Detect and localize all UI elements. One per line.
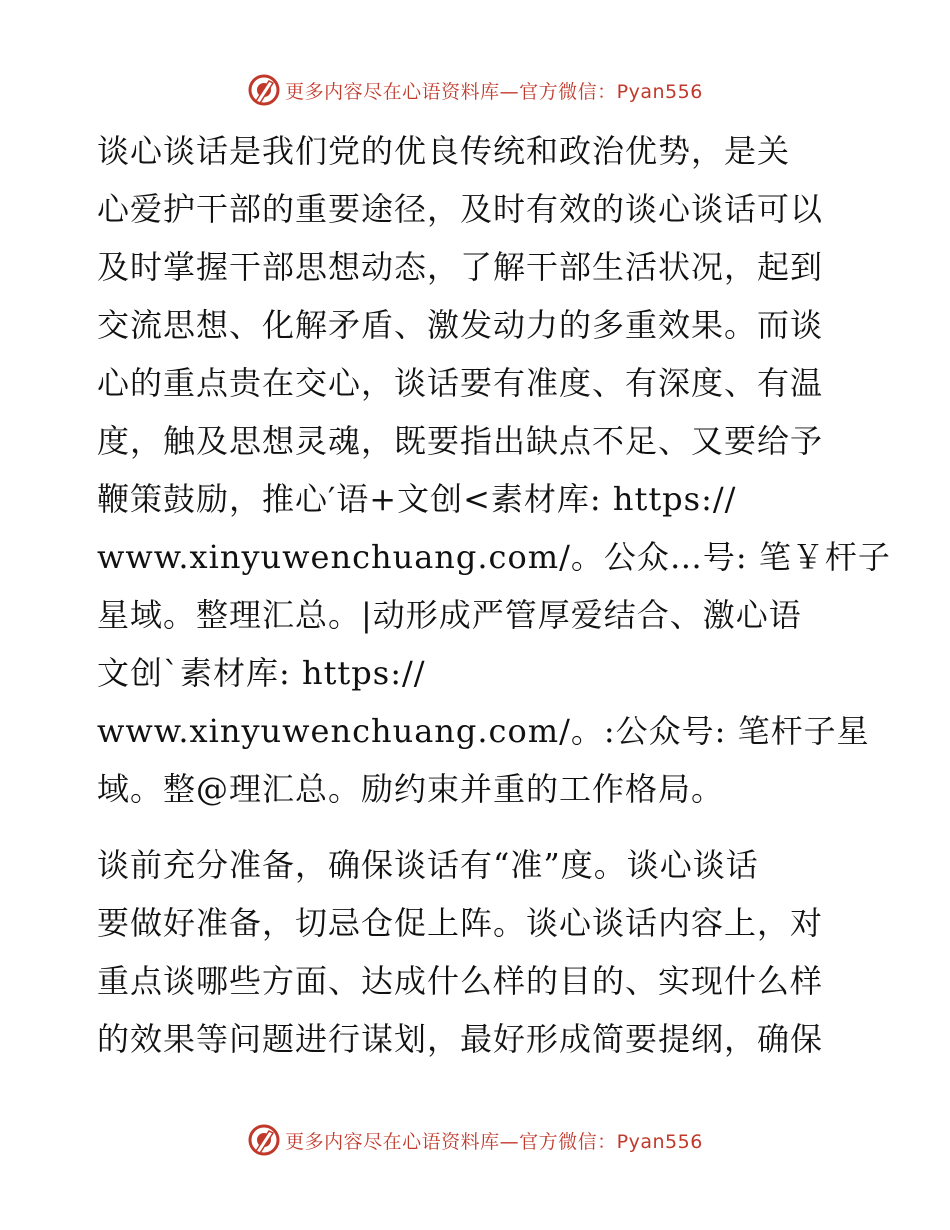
- text-line: 谈前充分准备，确保谈话有“准”度。谈心谈话: [97, 846, 759, 884]
- paragraph-1: [97, 122, 891, 818]
- document-body: [97, 122, 891, 1068]
- text-line: 及时掌握干部思想动态，了解干部生活状况，起到: [97, 248, 824, 286]
- text-line: 要做好准备，切忌仓促上阵。谈心谈话内容上，对: [97, 904, 824, 942]
- text-line: 交流思想、化解矛盾、激发动力的多重效果。而谈: [97, 306, 824, 344]
- text-line: 谈心谈话是我们党的优良传统和政治优势，是关: [97, 132, 791, 170]
- footer-banner-text: 更多内容尽在心语资料库—官方微信：Pyan556: [285, 1130, 703, 1153]
- header-banner: [0, 70, 950, 110]
- text-line: 度，触及思想灵魂，既要指出缺点不足、又要给予: [97, 422, 824, 460]
- logo-icon: [247, 73, 281, 107]
- text-line: www.xinyuwenchuang.com/。:公众号: 笔杆子星: [97, 712, 870, 750]
- logo-icon: [247, 1123, 281, 1157]
- text-line: 的效果等问题进行谋划，最好形成简要提纲，确保: [97, 1020, 824, 1058]
- footer-banner: [0, 1120, 950, 1160]
- text-line: 鞭策鼓励，推心′语+文创<素材库: https://: [97, 480, 737, 518]
- text-line: www.xinyuwenchuang.com/。公众…号: 笔￥杆子: [97, 538, 891, 576]
- text-line: 星域。整理汇总。|动形成严管厚爱结合、激心语: [97, 596, 802, 634]
- text-line: 心爱护干部的重要途径，及时有效的谈心谈话可以: [97, 190, 824, 228]
- text-line: 文创`素材库: https://: [97, 654, 426, 692]
- text-line: 心的重点贵在交心，谈话要有准度、有深度、有温: [97, 364, 824, 402]
- header-banner-text: 更多内容尽在心语资料库—官方微信：Pyan556: [285, 80, 703, 103]
- paragraph-2: [97, 836, 857, 1068]
- text-line: 重点谈哪些方面、达成什么样的目的、实现什么样: [97, 962, 824, 1000]
- text-line: 域。整@理汇总。励约束并重的工作格局。: [97, 770, 725, 808]
